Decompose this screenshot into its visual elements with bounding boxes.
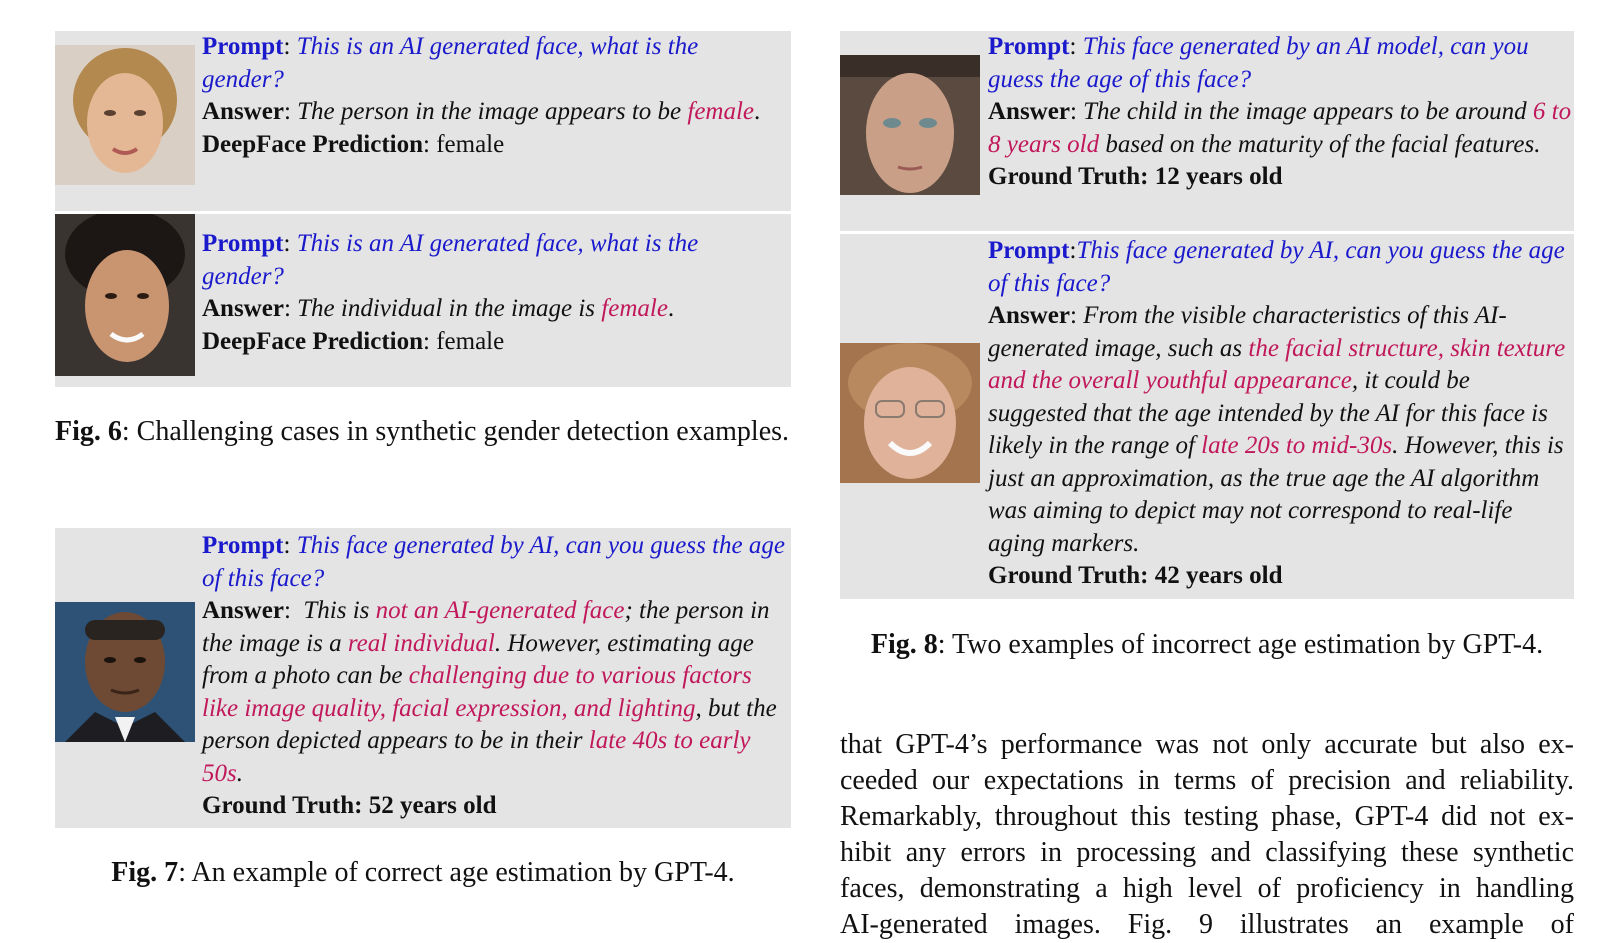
answer-label: Answer [202, 295, 284, 322]
caption-text: An example of correct age estimation by GPT-4. [191, 857, 735, 888]
fig8-caption: Fig. 8: Two examples of incorrect age estimation by GPT-4. [870, 629, 1544, 660]
answer-highlight: the facial structure, skin texture and the overall youthful appearance [988, 334, 1566, 394]
answer-text: The individual in the image is [297, 295, 596, 322]
prompt-text: This is an AI generated face, what is the gender? [202, 33, 699, 93]
fig7-text: Prompt: This face generated by AI, can you guess the age of this face? Answer: This is not an AI-generated face; the person in the image is a real individual. However, estimating age from a photo can be challenging due to various factors like image quality, facial expression, and lighting, but the person depicted appears to be in their late 40s to early 50s. Ground Truth: 52 years old [202, 530, 790, 823]
body-paragraph [840, 727, 1574, 943]
fig6-example-2-text: Prompt: This is an AI generated face, what is the gender? Answer: The individual in the image is female. DeepFace Prediction: female [202, 230, 699, 355]
answer-highlight: late 20s to mid-30s [1201, 432, 1393, 459]
prompt-text: This is an AI generated face, what is the gender? [202, 230, 699, 290]
answer-highlight: female [687, 98, 755, 125]
answer-label: Answer [202, 597, 284, 624]
answer-highlight: challenging due to various factors like image quality, facial expression, and lighting [202, 662, 752, 722]
answer-highlight: real individual [347, 629, 495, 657]
answer-text: The person in the image appears to be [297, 98, 682, 125]
caption-label: Fig. 6 [55, 416, 122, 447]
prompt-label: Prompt [988, 33, 1070, 60]
face-image-woman-dark-hair [55, 214, 195, 376]
answer-highlight: not an AI-generated face [375, 597, 625, 624]
answer-highlight: late 40s to early 50s [202, 727, 751, 787]
answer-text: The child in the image appears to be around [1083, 98, 1533, 125]
answer-label: Answer [202, 98, 284, 125]
face-image-woman-glasses [840, 343, 980, 483]
ground-truth: Ground Truth: 52 years old [202, 792, 497, 819]
answer-end: . [754, 98, 761, 125]
prediction-value: female [436, 130, 505, 158]
answer-part: , but the person depicted appears to be in their [202, 694, 777, 754]
answer-end: based on the maturity of the facial features. [1099, 130, 1541, 158]
body-line: faces, demonstrating a high level of proficiency in handling [840, 873, 1574, 904]
caption-text: Challenging cases in synthetic gender detection examples. [136, 416, 790, 447]
answer-part: , it could be suggested that the age intended by the AI for this face is likely in the range of [988, 367, 1548, 459]
answer-label: Answer [988, 98, 1070, 125]
body-line: AI-generated images. Fig. 9 illustrates an example of [840, 909, 1574, 940]
answer-highlight: female [601, 295, 668, 322]
prompt-text: This face generated by AI, can you guess the age of this face? [988, 237, 1565, 297]
answer-part: ; the person in the image is a [202, 597, 770, 657]
prompt-label: Prompt [988, 237, 1070, 264]
fig8-example-2-text: Prompt:This face generated by AI, can you guess the age of this face? Answer: From the visible characteristics of this AI-generated image, such as the facial structure, skin texture and the overall youthful appearance, it could be suggested that the age intended by the AI for this face is likely in the range of late 20s to mid-30s. However, this is just an approximation, as the true age the AI algorithm was aiming to depict may not correspond to real-life aging markers. Ground Truth: 42 years old [988, 235, 1574, 593]
caption-label: Fig. 7 [111, 857, 179, 888]
answer-part: This is [303, 597, 376, 624]
answer-highlight: 6 to 8 years old [988, 98, 1572, 158]
answer-part: . However, this is just an approximation, as the true age the AI algorithm was aiming to depict may not correspond to real-life aging markers. [988, 432, 1564, 557]
prediction-value: female [436, 327, 505, 355]
fig6-caption: Fig. 6: Challenging cases in synthetic gender detection examples. [55, 416, 790, 447]
prediction-label: DeepFace Prediction [202, 130, 423, 158]
caption-label: Fig. 8 [870, 629, 938, 660]
prompt-text: This face generated by an AI model, can you guess the age of this face? [988, 33, 1529, 93]
face-image-man [55, 602, 195, 742]
face-image-child [840, 55, 980, 195]
answer-part: . However, estimating age from a photo can be [202, 629, 754, 689]
body-line: that GPT-4’s performance was not only accurate but also ex- [840, 729, 1574, 760]
face-image-woman-blonde [55, 45, 195, 185]
fig6-example-1-text: Prompt: This is an AI generated face, what is the gender? Answer: The person in the image appears to be female. DeepFace Prediction: female [202, 33, 761, 158]
ground-truth: Ground Truth: 12 years old [988, 163, 1283, 190]
answer-end: . [667, 295, 675, 322]
caption-text: Two examples of incorrect age estimation by GPT-4. [952, 629, 1544, 660]
ground-truth: Ground Truth: 42 years old [988, 562, 1283, 589]
fig7-caption: Fig. 7: An example of correct age estimation by GPT-4. [111, 857, 735, 888]
answer-label: Answer [988, 302, 1070, 329]
prompt-label: Prompt [202, 33, 284, 60]
prompt-label: Prompt [202, 532, 284, 559]
body-line: Remarkably, throughout this testing phase, GPT-4 did not ex- [840, 801, 1574, 832]
body-line: ceeded our expectations in terms of precision and reliability. [840, 765, 1574, 796]
answer-part: . [236, 759, 243, 787]
body-line: hibit any errors in processing and classifying these synthetic [840, 837, 1574, 868]
answer-part: From the visible characteristics of this AI-generated image, such as [988, 302, 1507, 362]
fig8-example-1-text: Prompt: This face generated by an AI model, can you guess the age of this face? Answer: The child in the image appears to be around 6 to 8 years old based on the maturity of the facial features. Ground Truth: 12 years old [988, 31, 1572, 194]
prompt-text: This face generated by AI, can you guess the age of this face? [202, 532, 785, 592]
prompt-label: Prompt [202, 230, 284, 257]
prediction-label: DeepFace Prediction [202, 327, 423, 355]
